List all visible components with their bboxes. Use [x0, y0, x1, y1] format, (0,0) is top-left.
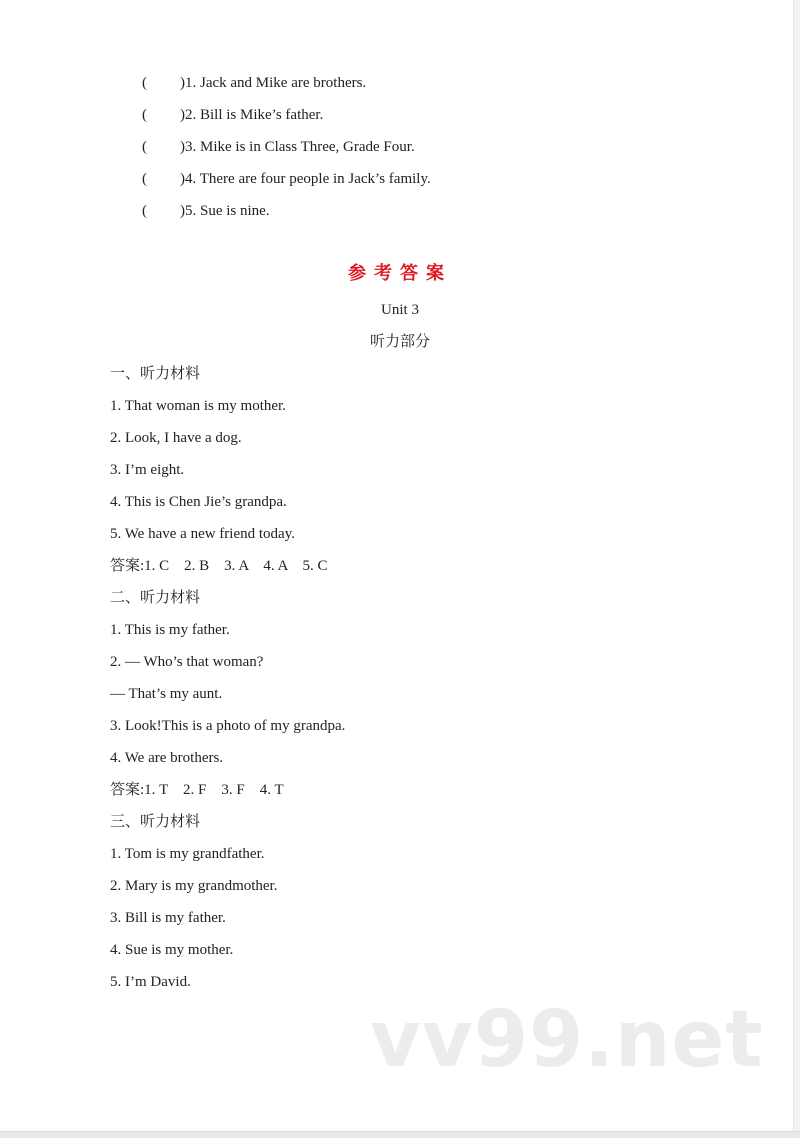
question-text: )1. Jack and Mike are brothers.: [180, 75, 367, 91]
part1-line-3: 3. I’m eight.: [110, 462, 185, 478]
part1-line-4: 4. This is Chen Jie’s grandpa.: [110, 494, 287, 510]
part2-line-3: — That’s my aunt.: [110, 686, 223, 702]
part2-line-2: 2. — Who’s that woman?: [110, 654, 264, 670]
question-text: )3. Mike is in Class Three, Grade Four.: [180, 139, 415, 155]
unit-title: Unit 3: [381, 302, 419, 318]
question-text: )4. There are four people in Jack’s family.: [180, 171, 431, 187]
part1-heading: 一、听力材料: [110, 366, 201, 382]
answer-key-title: 参考答案: [348, 263, 452, 284]
part2-line-5: 4. We are brothers.: [110, 750, 224, 766]
part1-line-2: 2. Look, I have a dog.: [110, 430, 242, 446]
answer-blank: (: [142, 171, 147, 187]
question-2: [142, 105, 323, 125]
part1-line-5: 5. We have a new friend today.: [110, 526, 295, 542]
part1-answers: 答案:1. C 2. B 3. A 4. A 5. C: [110, 558, 328, 574]
part1-line-1: 1. That woman is my mother.: [110, 398, 286, 414]
answer-blank: (: [142, 203, 147, 219]
question-3: [142, 137, 415, 157]
part2-heading: 二、听力材料: [110, 590, 201, 606]
question-5: [142, 201, 270, 221]
watermark: vv99.net: [370, 995, 764, 1085]
answer-blank: (: [142, 107, 147, 123]
question-text: )5. Sue is nine.: [180, 203, 270, 219]
part3-line-1: 1. Tom is my grandfather.: [110, 846, 265, 862]
part3-line-4: 4. Sue is my mother.: [110, 942, 234, 958]
page-right-edge: [793, 0, 800, 1137]
part2-answers: 答案:1. T 2. F 3. F 4. T: [110, 782, 284, 798]
part3-line-5: 5. I’m David.: [110, 974, 191, 990]
part2-line-4: 3. Look!This is a photo of my grandpa.: [110, 718, 346, 734]
part3-heading: 三、听力材料: [110, 814, 201, 830]
answer-blank: (: [142, 75, 147, 91]
question-1: [142, 73, 366, 93]
question-4: [142, 169, 431, 189]
part2-line-1: 1. This is my father.: [110, 622, 230, 638]
question-text: )2. Bill is Mike’s father.: [180, 107, 324, 123]
part3-line-3: 3. Bill is my father.: [110, 910, 226, 926]
part3-line-2: 2. Mary is my grandmother.: [110, 878, 278, 894]
section-title: 听力部分: [369, 334, 430, 350]
answer-blank: (: [142, 139, 147, 155]
